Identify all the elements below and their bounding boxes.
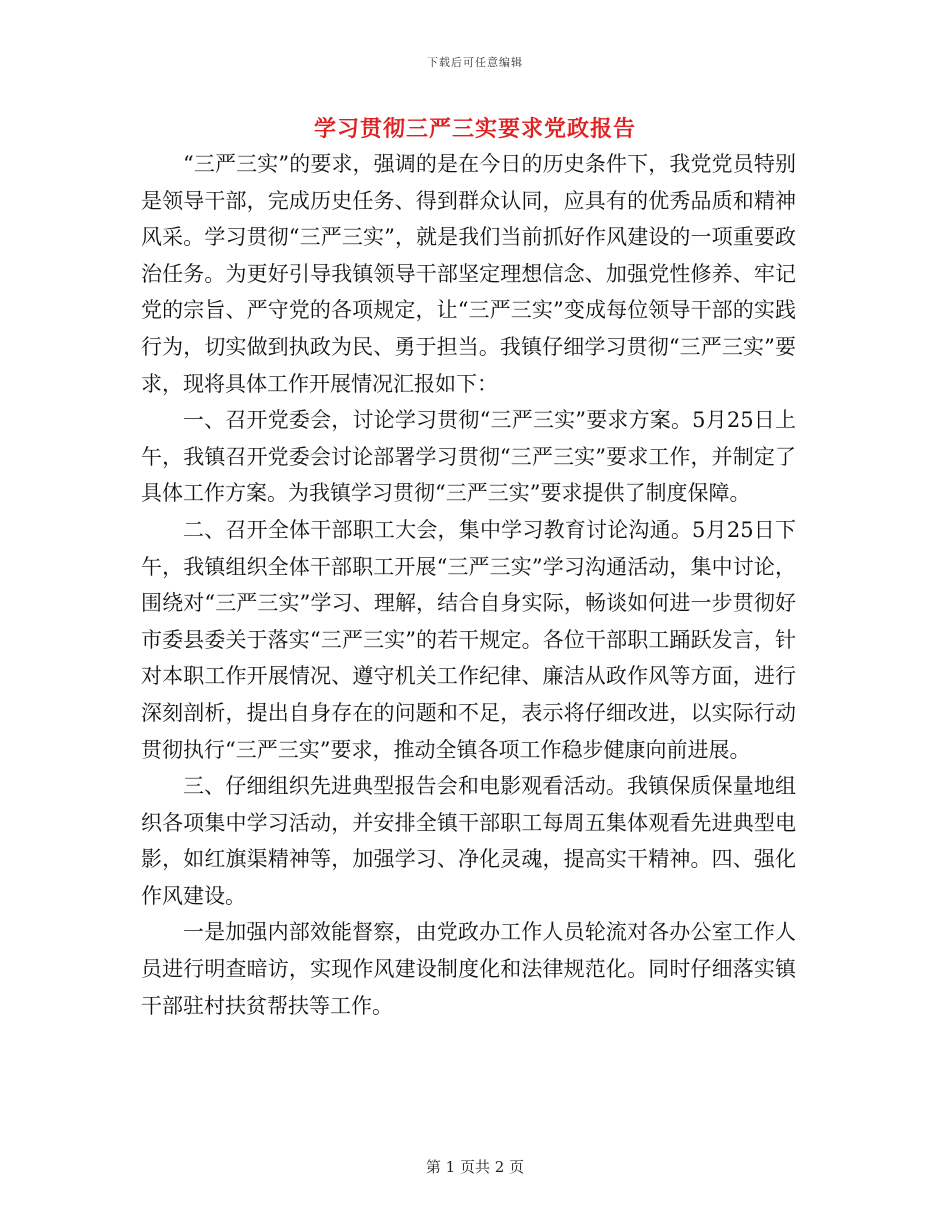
document-body: [141, 146, 796, 1024]
paragraph-section-1: 一、召开党委会，讨论学习贯彻“三严三实”要求方案。5月25日上午，我镇召开党委会讨论部署学习贯彻“三严三实”要求工作，并制定了具体工作方案。为我镇学习贯彻“三严三实”要求提供了制度保障。: [141, 408, 796, 506]
paragraph-section-2: 二、召开全体干部职工大会，集中学习教育讨论沟通。5月25日下午，我镇组织全体干部职工开展“三严三实”学习沟通活动，集中讨论，围绕对“三严三实”学习、理解，结合自身实际，畅谈如何进一步贯彻好市委县委关于落实“三严三实”的若干规定。各位干部职工踊跃发言，针对本职工作开展情况、遵守机关工作纪律、廉洁从政作风等方面，进行深刻剖析，提出自身存在的问题和不足，表示将仔细改进，以实际行动贯彻执行“三严三实”要求，推动全镇各项工作稳步健康向前进展。: [141, 517, 796, 762]
paragraph-section-3: 三、仔细组织先进典型报告会和电影观看活动。我镇保质保量地组织各项集中学习活动，并安排全镇干部职工每周五集体观看先进典型电影，如红旗渠精神等，加强学习、净化灵魂，提高实干精神。四、强化作风建设。: [141, 774, 796, 908]
paragraph-intro: “三严三实”的要求，强调的是在今日的历史条件下，我党党员特别是领导干部，完成历史任务、得到群众认同，应具有的优秀品质和精神风采。学习贯彻“三严三实”，就是我们当前抓好作风建设的一项重要政治任务。为更好引导我镇领导干部坚定理想信念、加强党性修养、牢记党的宗旨、严守党的各项规定，让“三严三实”变成每位领导干部的实践行为，切实做到执政为民、勇于担当。我镇仔细学习贯彻“三严三实”要求，现将具体工作开展情况汇报如下：: [141, 152, 796, 396]
document-title: 学习贯彻三严三实要求党政报告: [313, 116, 636, 142]
page-number: 第 1 页共 2 页: [425, 1158, 525, 1176]
page-header-note: 下载后可任意编辑: [427, 56, 523, 69]
paragraph-item-1: 一是加强内部效能督察，由党政办工作人员轮流对各办公室工作人员进行明查暗访，实现作风建设制度化和法律规范化。同时仔细落实镇干部驻村扶贫帮扶等工作。: [141, 920, 796, 1018]
